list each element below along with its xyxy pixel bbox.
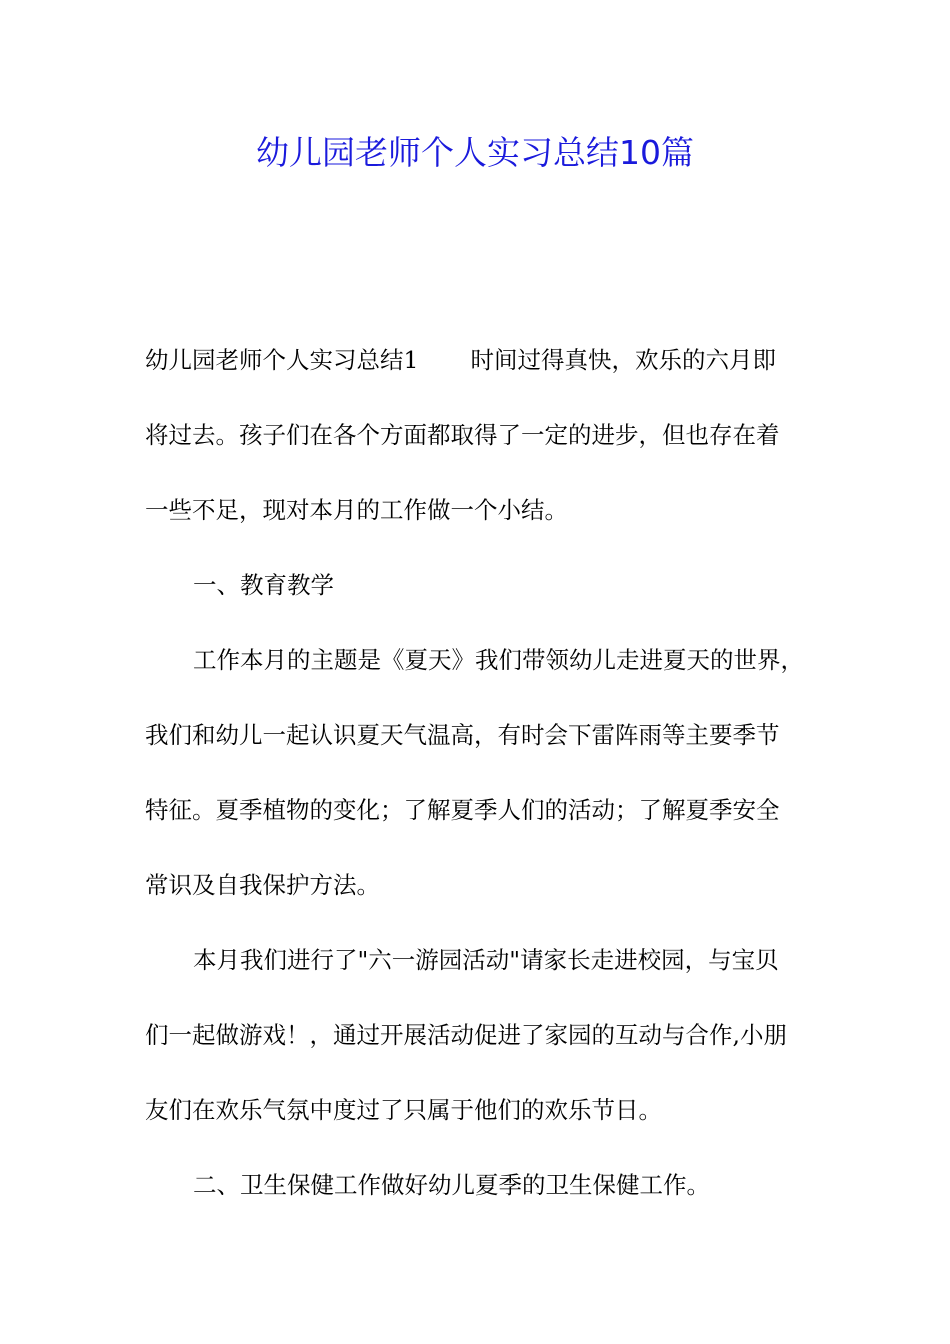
paragraph-text: 时间过得真快，欢乐的六月即 [470, 346, 776, 374]
paragraph-line: 工作本月的主题是《夏天》我们带领幼儿走进夏天的世界， [193, 646, 804, 674]
section-heading: 二、卫生保健工作做好幼儿夏季的卫生保健工作。 [193, 1171, 710, 1199]
paragraph-line: 常识及自我保护方法。 [145, 871, 380, 899]
paragraph-line: 我们和幼儿一起认识夏天气温高，有时会下雷阵雨等主要季节 [145, 721, 780, 749]
document-title: 幼儿园老师个人实习总结10篇 [256, 133, 694, 172]
section-heading: 一、教育教学 [193, 571, 334, 599]
paragraph-line [145, 340, 825, 380]
paragraph-line: 友们在欢乐气氛中度过了只属于他们的欢乐节日。 [145, 1096, 662, 1124]
paragraph-line: 特征。夏季植物的变化；了解夏季人们的活动；了解夏季安全 [145, 796, 780, 824]
paragraph-line: 本月我们进行了"六一游园活动"请家长走进校园，与宝贝 [193, 946, 779, 974]
section-heading-1: 幼儿园老师个人实习总结1 [145, 346, 419, 374]
paragraph-line: 一些不足，现对本月的工作做一个小结。 [145, 496, 568, 524]
paragraph-line: 们一起做游戏！，通过开展活动促进了家园的互动与合作,小朋 [145, 1021, 787, 1049]
paragraph-line: 将过去。孩子们在各个方面都取得了一定的进步，但也存在着 [145, 421, 780, 449]
